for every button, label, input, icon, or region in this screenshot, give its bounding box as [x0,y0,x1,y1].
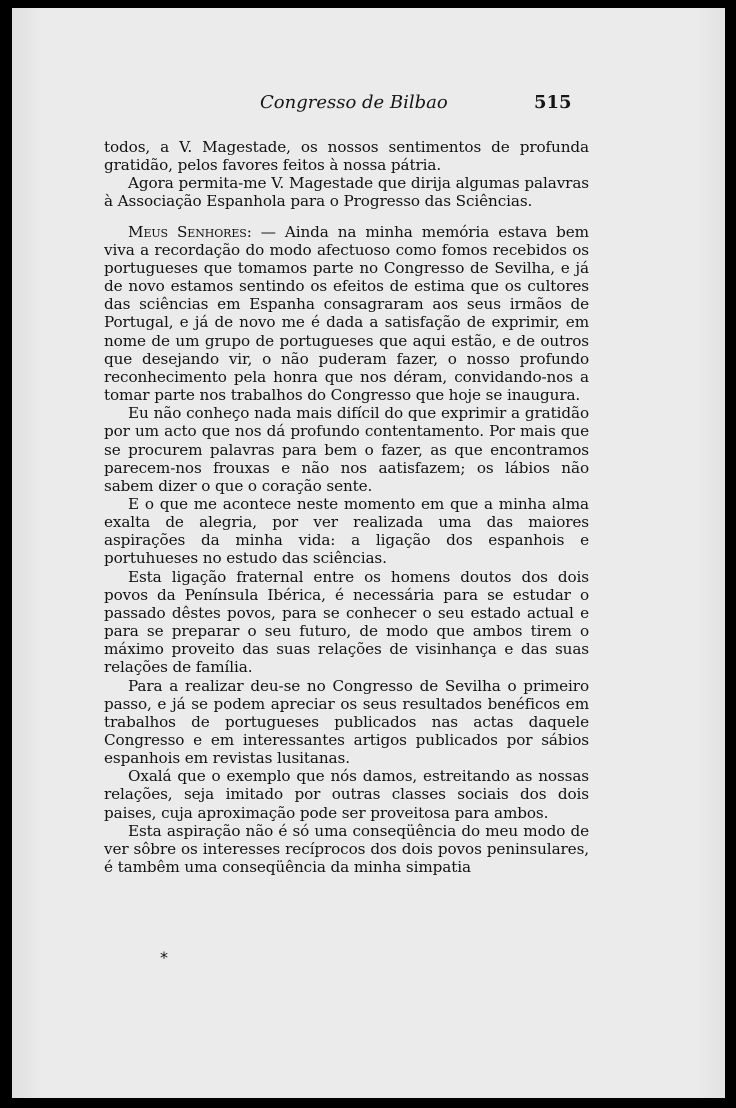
paragraph [104,174,589,210]
paragraph-text: Eu não conheço nada mais difícil do que exprimir a gratidão por um acto que nos dá profundo contentamento. Por mais que se procurem palavras para bem o fazer, as que encontramos parecem-nos frouxas e não nos aatisfazem; os lábios não sabem dizer o que o coração sente. [104,404,589,495]
paragraph [104,568,589,677]
paragraph-text: Agora permita-me V. Magestade que dirija algumas palavras à Associação Espanhola para o Progresso das Sciências. [104,174,589,211]
paragraph [104,495,589,568]
book-page [12,8,725,1098]
body-text [104,138,589,876]
paragraph-text: Oxalá que o exemplo que nós damos, estreitando as nossas relações, seja imitado por outras classes sociais dos dois paises, cuja aproximação pode ser proveitosa para ambos. [104,767,589,822]
paragraph-text: Para a realizar deu-se no Congresso de Sevilha o primeiro passo, e já se podem apreciar os seus resultados benéficos em trabalhos de portugueses publicados nas actas daquele Congresso e em interessantes artigos publicados por sábios espanhois em revistas lusitanas. [104,676,589,768]
paragraph [104,677,589,768]
salutation: Meus Senhores: [128,222,252,241]
paragraph-text: Esta ligação fraternal entre os homens doutos dos dois povos da Península Ibérica, é necessária para se estudar o passado dêstes povos, para se conhecer o seu estado actual e para se preparar o seu futuro, de modo que ambos tirem o máximo proveito das suas relações de visinhança e das suas relações de família. [104,567,589,677]
page-header [12,92,725,122]
paragraph-text: todos, a V. Magestade, os nossos sentimentos de profunda gratidão, pelos favores feitos à nossa pátria. [104,138,589,175]
paragraph-text: — Ainda na minha memória estava bem viva a recordação do modo afectuoso como fomos recebidos os portugueses que tomamos parte no Congresso de Sevilha, e já de novo estamos sentindo os efeitos de estima que os cultores das sciências em Espanha consagraram aos seus irmãos de Portugal, e já de novo me é dada a satisfação de exprimir, em nome de um grupo de portugueses que aqui estão, e de outros que desejando vir, o não puderam fazer, o nosso profundo reconhecimento pela honra que nos déram, convidando-nos a tomar parte nos trabalhos do Congresso que hoje se inaugura. [104,222,589,405]
signature-mark: * [160,948,168,967]
paragraph-text: E o que me acontece neste momento em que a minha alma exalta de alegria, por ver realizada uma das maiores aspirações da minha vida: a ligação dos espanhois e portuhueses no estudo das sciências. [104,494,589,568]
paragraph [104,404,589,495]
page-number: 515 [534,92,572,113]
paragraph [104,767,589,821]
paragraph [104,223,589,405]
paragraph-text: Esta aspiração não é só uma conseqüência do meu modo de ver sôbre os interesses recíprocos dos dois povos peninsulares, é tambêm uma conseqüência da minha simpatia [104,821,589,877]
paragraph [104,138,589,174]
paragraph [104,822,589,876]
running-title: Congresso de Bilbao [260,92,448,113]
